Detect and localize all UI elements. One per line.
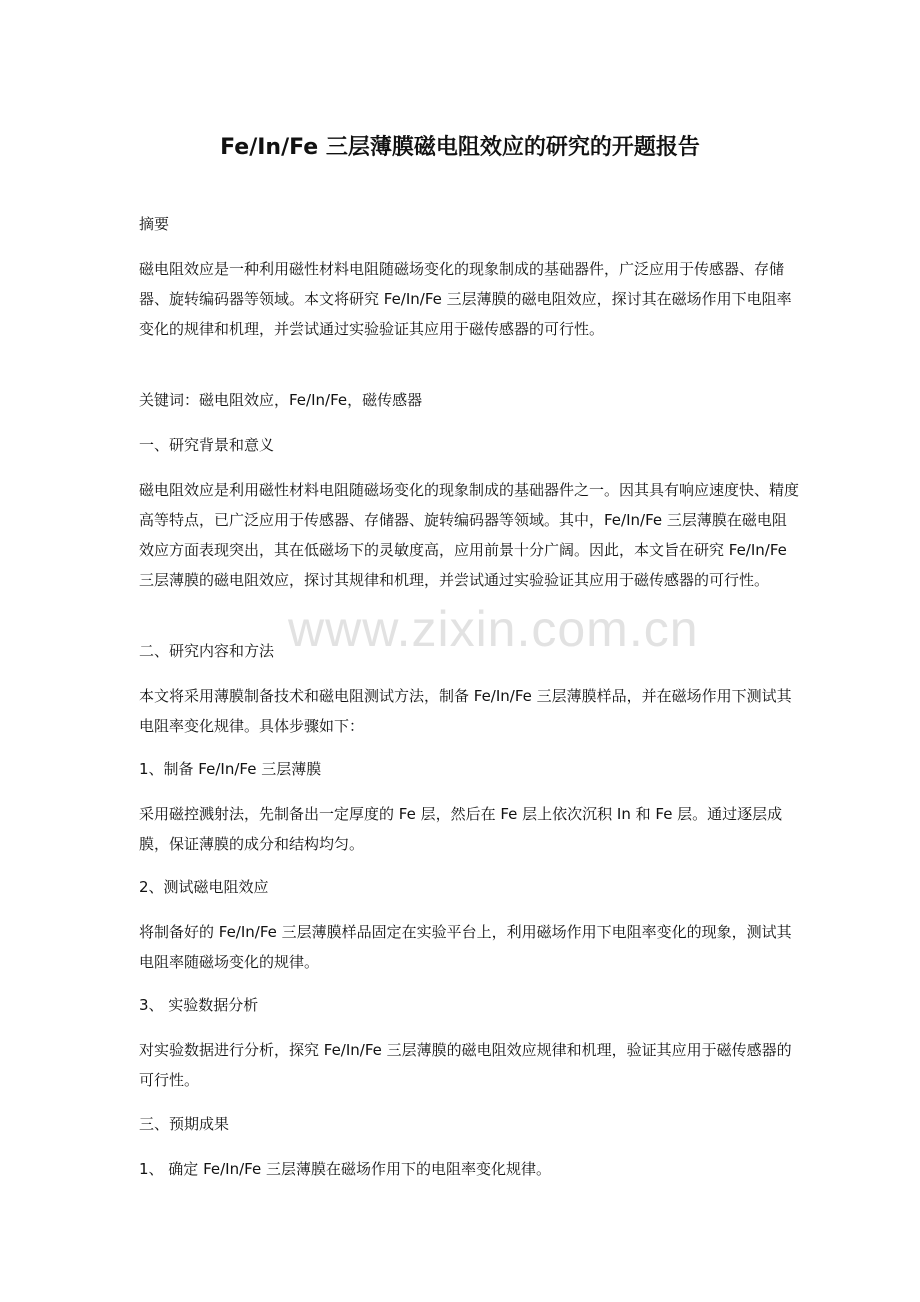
step-3-body: 对实验数据进行分析，探究 Fe/In/Fe 三层薄膜的磁电阻效应规律和机理，验证其应用于磁传感器的可行性。 — [139, 1041, 792, 1089]
section-heading-outcomes: 三、预期成果 — [139, 1115, 230, 1133]
step-1-heading: 1、制备 Fe/In/Fe 三层薄膜 — [139, 760, 322, 778]
step-2-heading: 2、测试磁电阻效应 — [139, 878, 269, 896]
step-2-body: 将制备好的 Fe/In/Fe 三层薄膜样品固定在实验平台上，利用磁场作用下电阻率变化的现象，测试其电阻率随磁场变化的规律。 — [139, 923, 792, 971]
step-1-body: 采用磁控溅射法，先制备出一定厚度的 Fe 层，然后在 Fe 层上依次沉积 In 和 Fe 层。通过逐层成膜，保证薄膜的成分和结构均匀。 — [139, 805, 783, 853]
section-heading-background: 一、研究背景和意义 — [139, 436, 275, 454]
abstract-heading: 摘要 — [139, 215, 170, 233]
section-heading-content: 二、研究内容和方法 — [139, 642, 275, 660]
background-body: 磁电阻效应是利用磁性材料电阻随磁场变化的现象制成的基础器件之一。因其具有响应速度快、精度高等特点，已广泛应用于传感器、存储器、旋转编码器等领域。其中，Fe/In/Fe 三层薄膜在磁电阻效应方面表现突出，其在低磁场下的灵敏度高，应用前景十分广阔。因此，本文旨在研究 Fe/In/Fe 三层薄膜的磁电阻效应，探讨其规律和机理，并尝试通过实验验证其应用于磁传感器的可行性。 — [139, 481, 800, 589]
content-body: 本文将采用薄膜制备技术和磁电阻测试方法，制备 Fe/In/Fe 三层薄膜样品，并在磁场作用下测试其电阻率变化规律。具体步骤如下： — [139, 687, 792, 735]
step-3-heading: 3、 实验数据分析 — [139, 996, 259, 1014]
document-title: Fe/In/Fe 三层薄膜磁电阻效应的研究的开题报告 — [220, 135, 700, 160]
abstract-body: 磁电阻效应是一种利用磁性材料电阻随磁场变化的现象制成的基础器件，广泛应用于传感器、存储器、旋转编码器等领域。本文将研究 Fe/In/Fe 三层薄膜的磁电阻效应，探讨其在磁场作用下电阻率变化的规律和机理，并尝试通过实验验证其应用于磁传感器的可行性。 — [139, 260, 792, 338]
outcome-1: 1、 确定 Fe/In/Fe 三层薄膜在磁场作用下的电阻率变化规律。 — [139, 1160, 551, 1178]
watermark: www.zixin.com.cn — [288, 601, 699, 657]
keywords: 关键词：磁电阻效应，Fe/In/Fe，磁传感器 — [139, 391, 423, 409]
